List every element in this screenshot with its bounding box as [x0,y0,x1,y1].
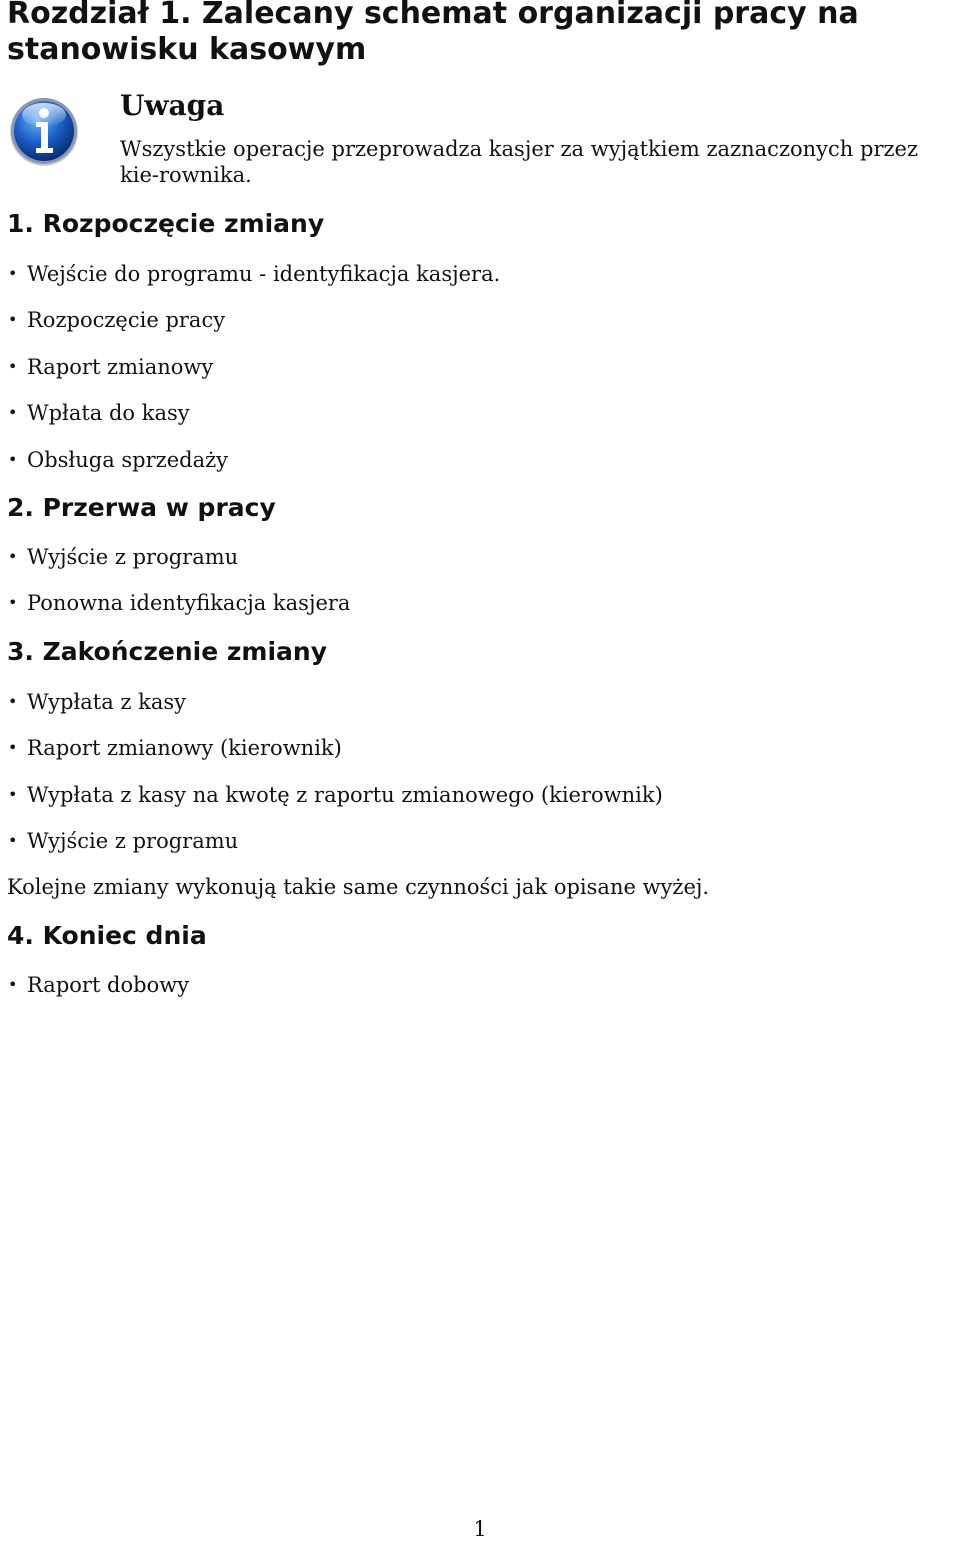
list-item-text: Wypłata z kasy na kwotę z raportu zmianowego (kierownik) [27,782,663,807]
section-1-list [0,258,500,490]
section-heading-1: 1. Rozpoczęcie zmiany [7,209,325,238]
bullet-icon: • [8,738,18,758]
closing-paragraph: Kolejne zmiany wykonują takie same czynności jak opisane wyżej. [7,875,710,899]
list-item [0,825,663,871]
bullet-icon: • [8,692,18,711]
list-item-text: Wejście do programu - identyfikacja kasjera. [27,262,501,286]
section-heading-3: 3. Zakończenie zmiany [7,637,328,666]
list-item [0,351,500,397]
list-item [0,258,500,304]
note-text: Wszystkie operacje przeprowadza kasjer za wyjątkiem zaznaczonych przez kie-rownika. [120,137,919,187]
page-number: 1 [473,1517,487,1541]
section-4-list [0,969,189,1015]
bullet-icon: • [8,403,18,423]
bullet-icon: • [8,264,18,283]
note-title: Uwaga [120,89,225,122]
bullet-icon: • [8,449,18,469]
bullet-icon: • [8,593,18,613]
section-heading-4: 4. Koniec dnia [7,921,207,950]
bullet-icon: • [8,975,18,994]
bullet-icon: • [8,784,18,804]
list-item-text: Rozpoczęcie pracy [27,308,226,333]
list-item-text: Wypłata z kasy [27,690,187,714]
bullet-icon: • [8,310,18,330]
note-box [0,86,960,196]
list-item-text: Wyjście z programu [27,545,239,569]
info-icon [7,94,81,168]
section-heading-2: 2. Przerwa w pracy [7,493,276,522]
list-item [0,686,663,732]
list-item-text: Ponowna identyfikacja kasjera [27,591,351,616]
list-item [0,444,500,490]
list-item [0,397,500,443]
list-item [0,779,663,825]
bullet-icon: • [8,547,18,566]
list-item [0,304,500,350]
list-item [0,541,350,587]
section-2-list [0,541,350,634]
list-item-text: Raport zmianowy [27,354,214,379]
list-item [0,732,663,778]
bullet-icon: • [8,356,18,376]
chapter-title: Rozdział 1. Zalecany schemat organizacji pracy na stanowisku kasowym [7,0,859,67]
list-item-text: Wpłata do kasy [27,401,190,426]
list-item [0,969,189,1015]
section-3-list [0,686,663,872]
bullet-icon: • [8,831,18,851]
list-item-text: Wyjście z programu [27,829,239,854]
list-item-text: Raport dobowy [27,973,190,997]
list-item-text: Obsługa sprzedaży [27,447,229,472]
list-item-text: Raport zmianowy (kierownik) [27,736,342,761]
list-item [0,587,350,633]
